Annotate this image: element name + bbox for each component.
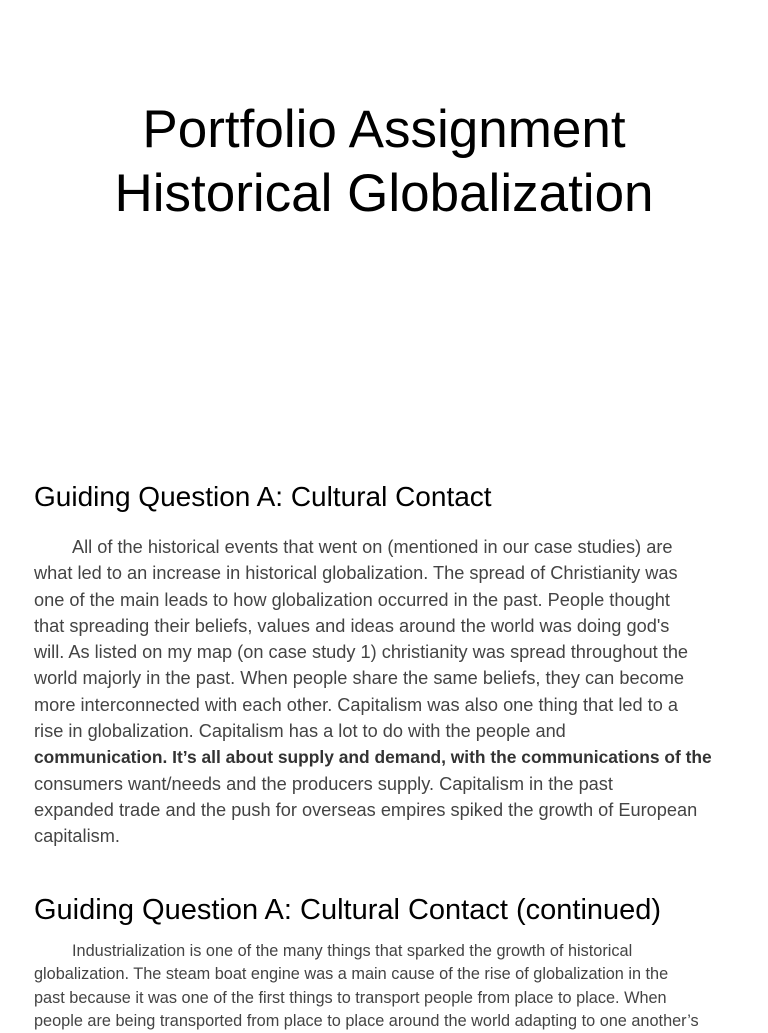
paragraph-cultural-contact [34, 534, 734, 850]
text-line: people are being transported from place to place around the world adapting to one another’s [34, 1011, 699, 1030]
text-line: rise in globalization. Capitalism has a lot to do with the people and [34, 721, 566, 742]
text-line-bold: communication. It’s all about supply and demand, with the communications of the [34, 747, 712, 768]
title-line-1: Portfolio Assignment [142, 100, 626, 159]
page-title [0, 98, 768, 226]
text-line: All of the historical events that went on (mentioned in our case studies) are [72, 537, 673, 557]
text-line: more interconnected with each other. Capitalism was also one thing that led to a [34, 694, 679, 715]
text-line: globalization. The steam boat engine was a main cause of the rise of globalization in the [34, 965, 669, 984]
text-line: one of the main leads to how globalization occurred in the past. People thought [34, 589, 670, 610]
text-line: what led to an increase in historical globalization. The spread of Christianity was [34, 563, 678, 584]
section-heading-cultural-contact-continued: Guiding Question A: Cultural Contact (continued) [34, 894, 662, 926]
title-line-2: Historical Globalization [114, 164, 654, 223]
text-line: capitalism. [34, 826, 120, 847]
paragraph-cultural-contact-continued [34, 940, 734, 1033]
text-line: past because it was one of the first things to transport people from place to place. When [34, 988, 667, 1007]
section-heading-cultural-contact: Guiding Question A: Cultural Contact [34, 481, 492, 512]
text-line: consumers want/needs and the producers supply. Capitalism in the past [34, 773, 613, 794]
text-line: world majorly in the past. When people share the same beliefs, they can become [34, 668, 685, 689]
text-line: that spreading their beliefs, values and ideas around the world was doing god's [34, 615, 670, 636]
text-line: expanded trade and the push for overseas empires spiked the growth of European [34, 799, 698, 820]
text-line: will. As listed on my map (on case study 1) christianity was spread throughout the [34, 642, 689, 663]
text-line: Industrialization is one of the many things that sparked the growth of historical [72, 942, 633, 960]
